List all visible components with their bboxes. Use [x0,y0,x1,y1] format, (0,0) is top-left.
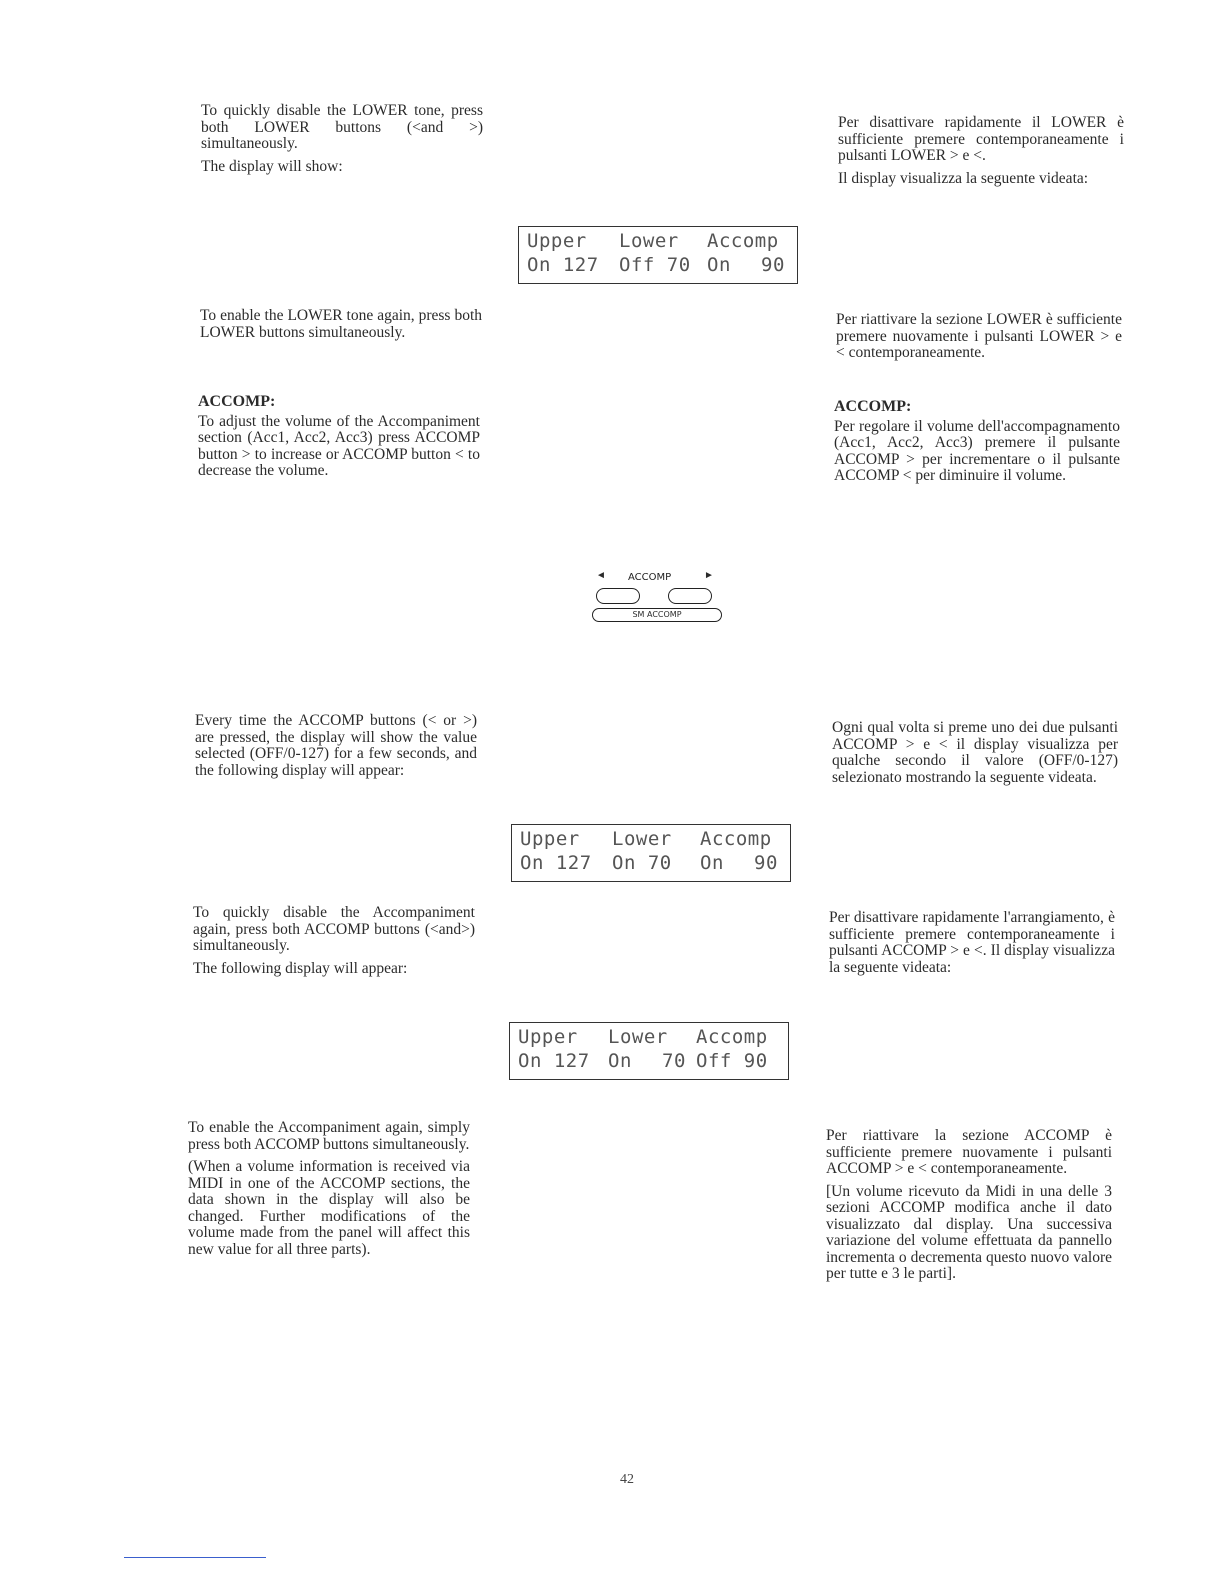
lcd-header-lower: Lower [608,1026,668,1048]
it-section-lower-enable [836,312,1122,368]
right-arrow-icon: ► [704,570,714,581]
it-section-accomp-enable [826,1128,1112,1289]
it-paragraph: Ogni qual volta si preme uno dei due pulsanti ACCOMP > e < il display visualizza per qualche secondo il valore (OFF/0-127) selezionato mostrando la seguente videata. [832,719,1118,786]
en-section-accomp-press [195,713,477,785]
it-paragraph: Per regolare il volume dell'accompagnamento (Acc1, Acc2, Acc3) premere il pulsante ACCOMP > per incrementare o il pulsante ACCOMP < per diminuire il volume. [834,417,1120,484]
it-section-accomp-disable [829,910,1115,982]
it-paragraph: Per riattivare la sezione ACCOMP è sufficiente premere nuovamente i pulsanti ACCOMP > e < contemporaneamente. [826,1127,1112,1177]
lcd-header-accomp: Accomp [700,828,772,850]
en-section-accomp-enable [188,1120,470,1264]
lcd-value-accomp-volume: 90 [761,254,785,276]
lcd-value-lower: Off 70 [619,254,691,276]
it-paragraph: Il display visualizza la seguente videata: [838,169,1089,187]
lcd-value-accomp-volume: 90 [754,852,778,874]
accomp-panel-label: ACCOMP [628,572,672,583]
lcd-header-upper: Upper [520,828,580,850]
footer-rule [124,1557,266,1558]
lcd-value-row [512,852,790,876]
left-arrow-icon: ◄ [596,570,606,581]
lcd-value-upper: On 127 [518,1050,590,1072]
en-paragraph: To enable the LOWER tone again, press both LOWER buttons simultaneously. [200,307,482,341]
it-paragraph: Per disattivare rapidamente l'arrangiamento, è sufficiente premere contemporaneamente i pulsanti ACCOMP > e <. Il display visualizza la seguente videata: [829,909,1115,976]
sm-accomp-button[interactable]: SM ACCOMP [592,608,722,622]
en-paragraph: The display will show: [201,157,343,175]
lcd-header-lower: Lower [612,828,672,850]
it-paragraph: [Un volume ricevuto da Midi in una delle 3 sezioni ACCOMP modifica anche il dato visualizzato dal display. Una successiva variazione del volume effettuata da pannello incrementa o decrementa questo nuovo valore per tutte e 3 le parti]. [826,1182,1112,1282]
lcd-value-lower-volume: 70 [662,1050,686,1072]
en-paragraph: (When a volume information is received via MIDI in one of the ACCOMP sections, the data shown in the display will also be changed. Further modifications of the volume made from the panel will affect this new value for all three parts). [188,1158,470,1258]
lcd-display-lower-off [518,226,798,284]
it-section-accomp-press [832,720,1118,792]
it-section-lower-disable [838,115,1124,193]
it-paragraph: Per riattivare la sezione LOWER è sufficiente premere nuovamente i pulsanti LOWER > e < contemporaneamente. [836,311,1122,361]
lcd-header-upper: Upper [527,230,587,252]
lcd-value-upper: On 127 [520,852,592,874]
lcd-header-lower: Lower [619,230,679,252]
lcd-value-row [519,254,797,278]
lcd-value-upper: On 127 [527,254,599,276]
en-section-lower-disable [201,103,483,181]
en-paragraph: To quickly disable the Accompaniment again, press both ACCOMP buttons (<and>) simultaneously. [193,904,475,954]
lcd-value-accomp-state: On [700,852,724,874]
en-paragraph: The following display will appear: [193,959,408,977]
lcd-value-lower: On 70 [612,852,672,874]
en-section-accomp [198,394,480,486]
it-section-accomp [834,399,1120,491]
it-paragraph: Per disattivare rapidamente il LOWER è sufficiente premere contemporaneamente i pulsanti LOWER > e <. [838,114,1124,164]
en-section-lower-enable [200,308,482,347]
en-paragraph: To quickly disable the LOWER tone, press both LOWER buttons (<and >) simultaneously. [201,102,483,152]
accomp-panel-illustration [588,568,728,628]
lcd-header-upper: Upper [518,1026,578,1048]
lcd-value-lower-state: On [608,1050,632,1072]
lcd-display-accomp-off [509,1022,789,1080]
lcd-header-row [519,230,797,254]
lcd-display-accomp-on [511,824,791,882]
en-paragraph: To adjust the volume of the Accompaniment section (Acc1, Acc2, Acc3) press ACCOMP button > to increase or ACCOMP button < to decrease the volume. [198,412,480,479]
en-paragraph: Every time the ACCOMP buttons (< or >) are pressed, the display will show the value selected (OFF/0-127) for a few seconds, and the following display will appear: [195,712,477,779]
lcd-header-row [510,1026,788,1050]
accomp-decrease-button[interactable] [596,588,640,604]
page-number: 42 [620,1472,634,1487]
lcd-header-accomp: Accomp [707,230,779,252]
lcd-header-accomp: Accomp [696,1026,768,1048]
lcd-value-row [510,1050,788,1074]
accomp-increase-button[interactable] [668,588,712,604]
en-paragraph: To enable the Accompaniment again, simply press both ACCOMP buttons simultaneously. [188,1119,470,1153]
lcd-value-accomp: Off 90 [696,1050,768,1072]
lcd-header-row [512,828,790,852]
en-heading-accomp: ACCOMP: [198,393,276,410]
lcd-value-accomp-state: On [707,254,731,276]
en-section-accomp-disable [193,905,475,983]
it-heading-accomp: ACCOMP: [834,398,912,415]
